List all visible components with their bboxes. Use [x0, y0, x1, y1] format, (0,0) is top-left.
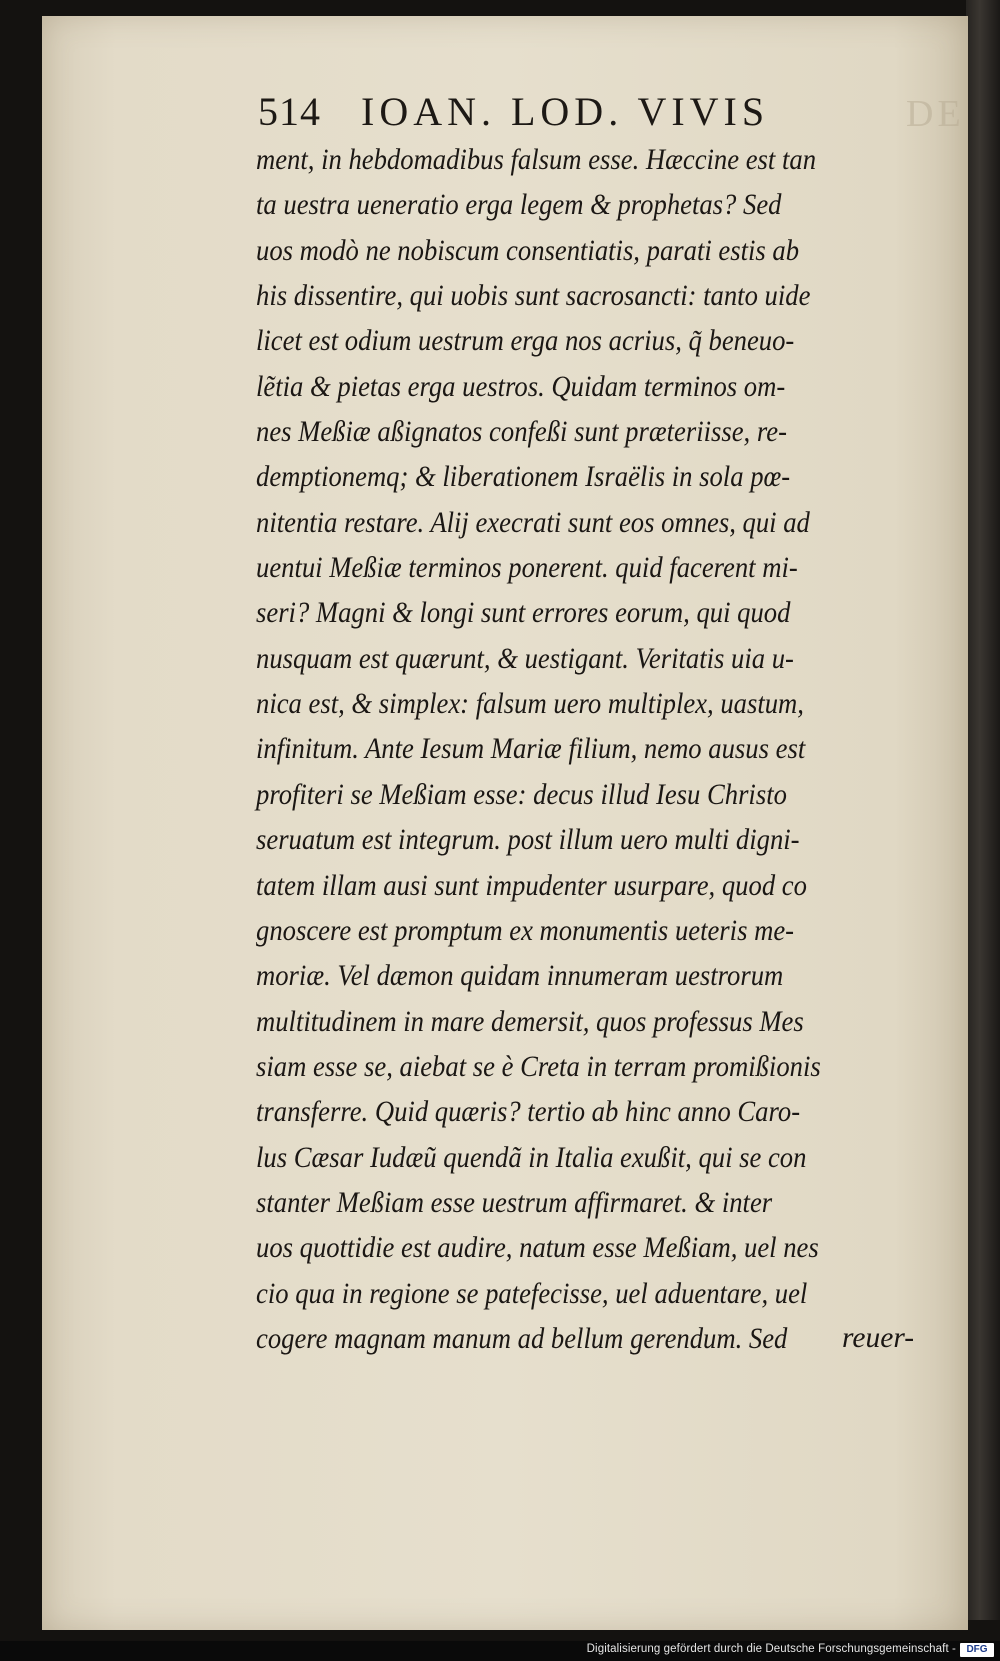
facing-page-edge — [966, 0, 1000, 1620]
text-line: lẽtia & pietas erga uestros. Quidam terminos om- — [256, 370, 786, 403]
text-line: moriæ. Vel dæmon quidam innumeram uestrorum — [256, 960, 784, 993]
text-line: cio qua in regione se patefecisse, uel aduentare, uel — [256, 1277, 808, 1310]
text-line: ta uestra ueneratio erga legem & prophetas? Sed — [256, 189, 782, 222]
funding-credit: Digitalisierung gefördert durch die Deutsche Forschungsgemeinschaft - — [586, 1643, 956, 1655]
running-head-title: IOAN. LOD. VIVIS — [361, 89, 770, 134]
text-line: nes Meßiæ aßignatos confeßi sunt præteriisse, re- — [256, 416, 787, 449]
text-line: demptionemq; & liberationem Israëlis in sola pœ- — [256, 461, 791, 494]
text-line: cogere magnam manum ad bellum gerendum. Sed — [256, 1322, 788, 1355]
text-line: siam esse se, aiebat se è Creta in terram promißionis — [256, 1050, 821, 1083]
text-line: ment, in hebdomadibus falsum esse. Hæccine est tan — [256, 144, 817, 176]
page-number: 514 — [258, 89, 321, 134]
catchword: reuer- — [842, 1322, 915, 1354]
text-line: seruatum est integrum. post illum uero multi digni- — [256, 824, 800, 857]
text-line: gnoscere est promptum ex monumentis ueteris me- — [256, 914, 795, 947]
text-line: transferre. Quid quæris? tertio ab hinc anno Caro- — [256, 1096, 801, 1129]
text-line: nusquam est quærunt, & uestigant. Veritatis uia u- — [256, 642, 794, 675]
body-text — [256, 138, 956, 1362]
text-line: multitudinem in mare demersit, quos professus Mes — [256, 1005, 804, 1038]
dfg-logo: DFG — [960, 1643, 994, 1657]
text-line: lus Cæsar Iudæũ quendã in Italia exußit, qui se con — [256, 1141, 807, 1174]
text-line: his dissentire, qui uobis sunt sacrosancti: tanto uide — [256, 280, 811, 313]
text-line: stanter Meßiam esse uestrum affirmaret. & inter — [256, 1186, 773, 1219]
text-line: nica est, & simplex: falsum uero multiplex, uastum, — [256, 688, 804, 721]
show-through-head: DE — [906, 93, 965, 135]
text-line: infinitum. Ante Iesum Mariæ filium, nemo ausus est — [256, 733, 806, 766]
text-line: uos modò ne nobiscum consentiatis, parati estis ab — [256, 234, 800, 267]
text-line: seri? Magni & longi sunt errores eorum, qui quod — [256, 597, 791, 630]
running-head — [258, 88, 878, 134]
text-line: uos quottidie est audire, natum esse Meßiam, uel nes — [256, 1232, 819, 1265]
text-line: licet est odium uestrum erga nos acrius, q̃ beneuo- — [256, 325, 795, 358]
text-line: tatem illam ausi sunt impudenter usurpare, quod co — [256, 869, 807, 902]
text-line: profiteri se Meßiam esse: decus illud Iesu Christo — [256, 778, 787, 811]
text-line: uentui Meßiæ terminos ponerent. quid facerent mi- — [256, 552, 798, 585]
text-line: nitentia restare. Alij execrati sunt eos omnes, qui ad — [256, 506, 810, 539]
